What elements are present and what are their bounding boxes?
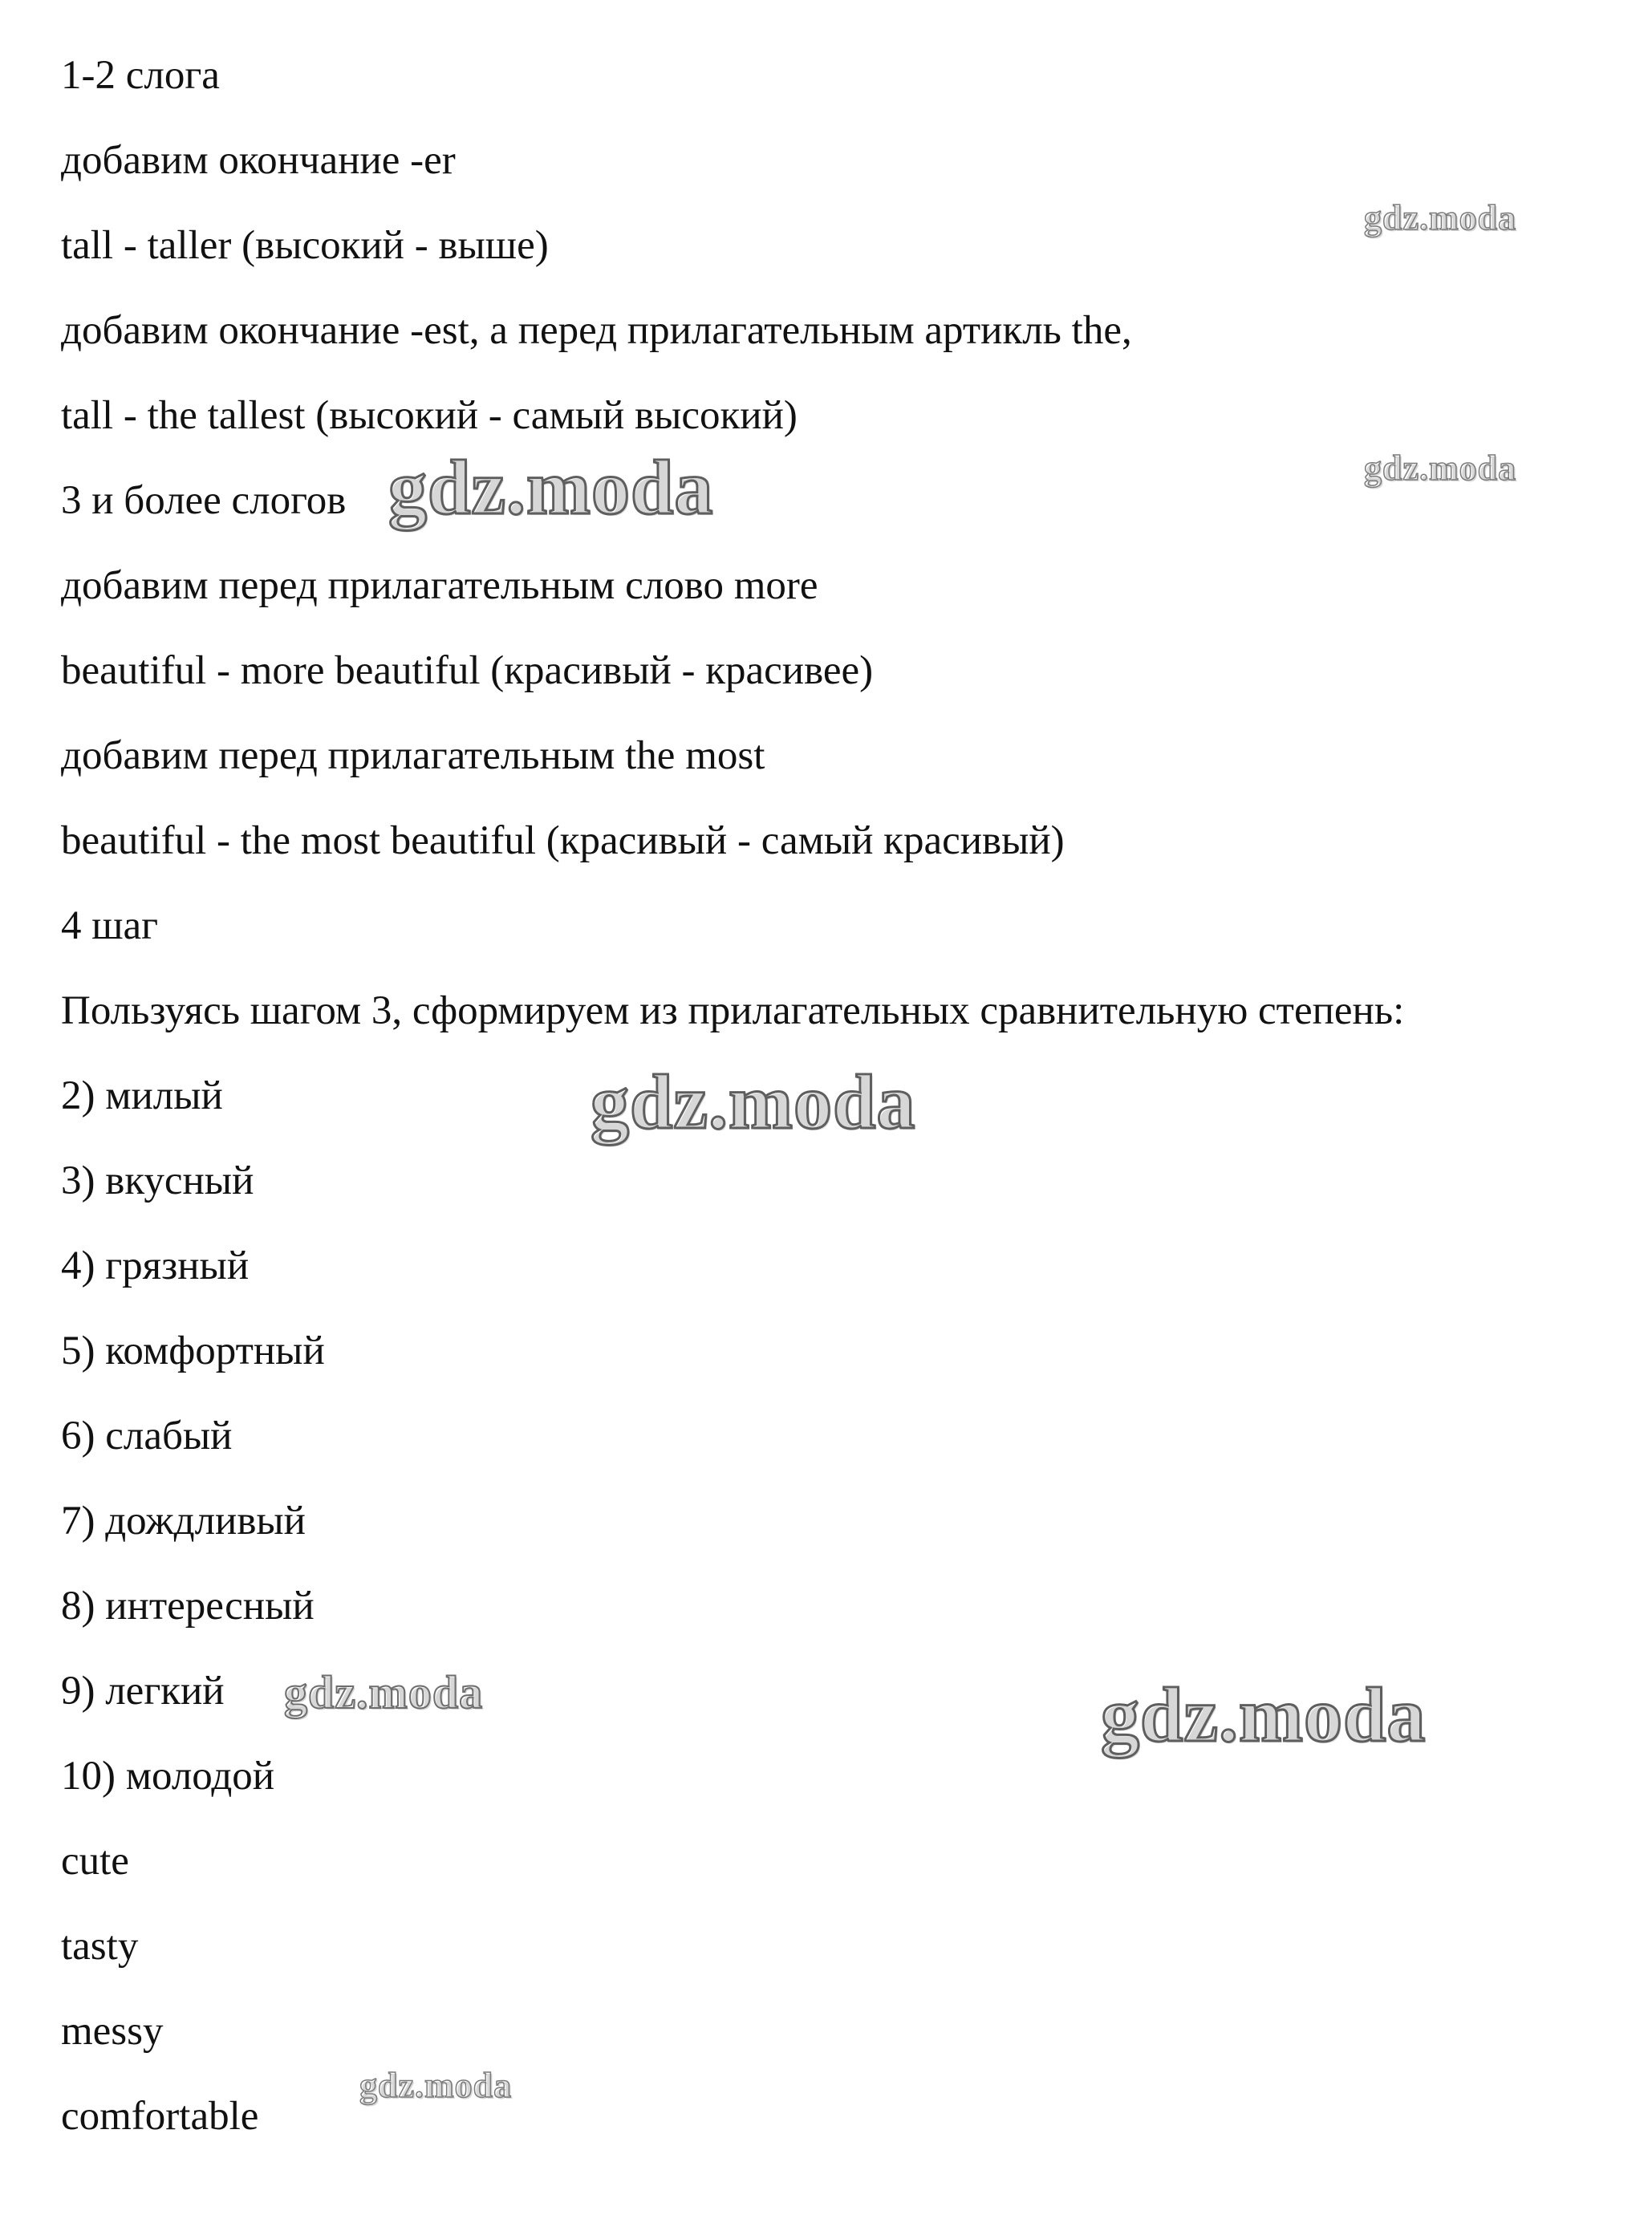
text-line: 1-2 слога: [61, 53, 220, 98]
list-item: 9) легкий: [61, 1669, 225, 1714]
watermark: gdz.moda: [591, 1059, 916, 1145]
text-line: 3 и более слогов: [61, 478, 347, 523]
text-line: Пользуясь шагом 3, сформируем из прилагательных сравнительную степень:: [61, 988, 1405, 1033]
text-line: beautiful - the most beautiful (красивый - самый красивый): [61, 818, 1065, 863]
watermark: gdz.moda: [388, 444, 714, 530]
answer-line: messy: [61, 2009, 164, 2054]
text-line: добавим перед прилагательным слово more: [61, 563, 818, 608]
text-line: tall - taller (высокий - выше): [61, 223, 549, 268]
text-line: добавим перед прилагательным the most: [61, 733, 765, 778]
list-item: 6) слабый: [61, 1414, 233, 1458]
text-line: tall - the tallest (высокий - самый высокий): [61, 393, 798, 438]
list-item: 5) комфортный: [61, 1328, 325, 1373]
text-line: 4 шаг: [61, 903, 159, 948]
watermark: gdz.moda: [1364, 198, 1517, 237]
watermark: gdz.moda: [284, 1666, 484, 1718]
list-item: 2) милый: [61, 1073, 223, 1118]
answer-line: tasty: [61, 1924, 139, 1969]
text-line: добавим окончание -er: [61, 138, 456, 183]
list-item: 4) грязный: [61, 1243, 250, 1288]
list-item: 8) интересный: [61, 1584, 315, 1629]
watermark: gdz.moda: [1101, 1672, 1427, 1758]
list-item: 3) вкусный: [61, 1158, 254, 1203]
answer-line: comfortable: [61, 2094, 259, 2139]
list-item: 7) дождливый: [61, 1499, 306, 1543]
text-line: beautiful - more beautiful (красивый - красивее): [61, 648, 874, 693]
watermark: gdz.moda: [1364, 448, 1517, 488]
text-line: добавим окончание -est, а перед прилагательным артикль the,: [61, 308, 1132, 353]
list-item: 10) молодой: [61, 1754, 275, 1799]
watermark: gdz.moda: [359, 2066, 513, 2105]
answer-line: cute: [61, 1839, 129, 1884]
